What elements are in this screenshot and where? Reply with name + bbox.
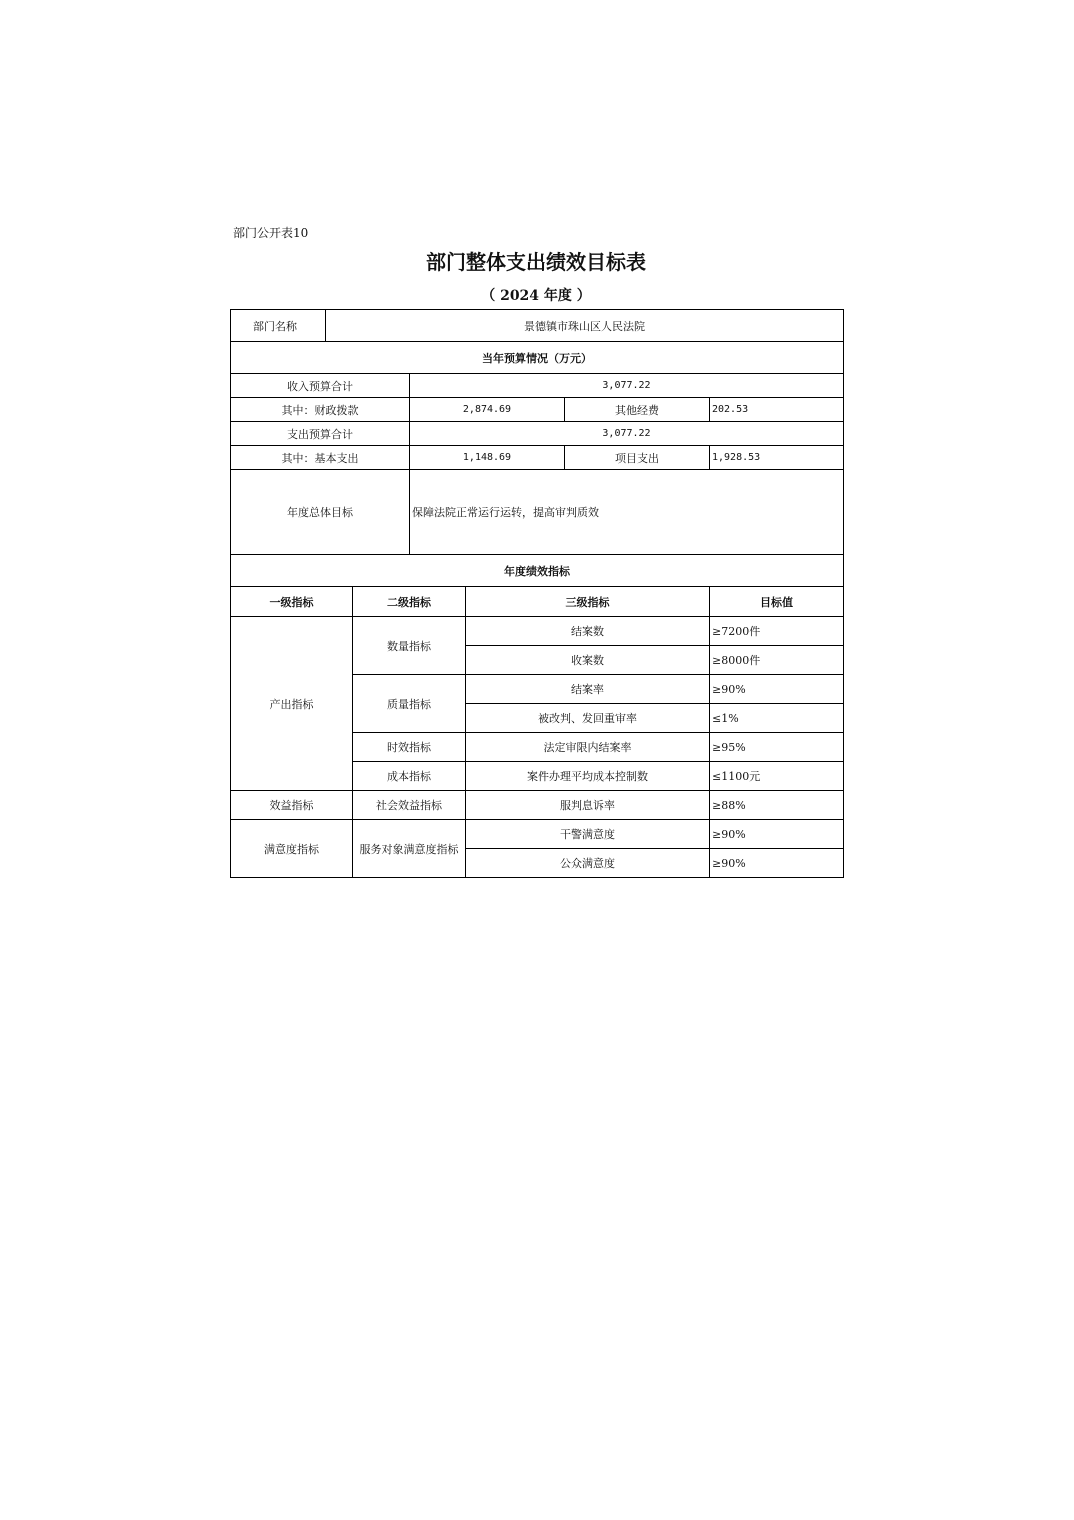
doc-year: （ 2024 年度 ）	[481, 288, 591, 304]
other-funds-label: 其他经费	[565, 398, 710, 422]
indicator-name: 结案数	[466, 617, 710, 646]
indicator-target: ≥8000件	[710, 646, 844, 675]
level2-service-satisfaction: 服务对象满意度指标	[353, 820, 466, 878]
indicator-section-row	[231, 555, 844, 587]
other-funds-value: 202.53	[710, 398, 844, 422]
indicator-row	[231, 791, 844, 820]
indicator-name: 法定审限内结案率	[466, 733, 710, 762]
indicator-name: 收案数	[466, 646, 710, 675]
header-target: 目标值	[710, 587, 844, 617]
fiscal-label: 其中：财政拨款	[231, 398, 410, 422]
dept-name-label: 部门名称	[231, 310, 326, 342]
income-total-label: 收入预算合计	[231, 374, 410, 398]
level2-quality: 质量指标	[353, 675, 466, 733]
expense-total-label: 支出预算合计	[231, 422, 410, 446]
indicator-target: ≥95%	[710, 733, 844, 762]
income-total-row	[231, 374, 844, 398]
indicator-target: ≤1100元	[710, 762, 844, 791]
indicator-target: ≥88%	[710, 791, 844, 820]
indicator-target: ≤1%	[710, 704, 844, 733]
doc-form-number: 部门公开表10	[233, 226, 309, 240]
indicator-section-title: 年度绩效指标	[231, 555, 844, 587]
performance-table	[230, 309, 844, 878]
project-value: 1,928.53	[710, 446, 844, 470]
level1-benefit: 效益指标	[231, 791, 353, 820]
header-level1: 一级指标	[231, 587, 353, 617]
indicator-row	[231, 617, 844, 646]
indicator-header-row	[231, 587, 844, 617]
indicator-name: 服判息诉率	[466, 791, 710, 820]
header-level2: 二级指标	[353, 587, 466, 617]
fiscal-row	[231, 398, 844, 422]
dept-name-value: 景德镇市珠山区人民法院	[326, 310, 844, 342]
indicator-target: ≥90%	[710, 675, 844, 704]
income-total-value: 3,077.22	[410, 374, 844, 398]
budget-section-row	[231, 342, 844, 374]
indicator-target: ≥90%	[710, 849, 844, 878]
header-level3: 三级指标	[466, 587, 710, 617]
expense-total-value: 3,077.22	[410, 422, 844, 446]
doc-title: 部门整体支出绩效目标表	[426, 250, 646, 274]
budget-section-title: 当年预算情况（万元）	[231, 342, 844, 374]
basic-value: 1,148.69	[410, 446, 565, 470]
expense-total-row	[231, 422, 844, 446]
indicator-name: 公众满意度	[466, 849, 710, 878]
project-label: 项目支出	[565, 446, 710, 470]
level1-output: 产出指标	[231, 617, 353, 791]
indicator-name: 案件办理平均成本控制数	[466, 762, 710, 791]
indicator-target: ≥7200件	[710, 617, 844, 646]
level1-satisfaction: 满意度指标	[231, 820, 353, 878]
level2-cost: 成本指标	[353, 762, 466, 791]
annual-goal-label: 年度总体目标	[231, 470, 410, 555]
level2-social-benefit: 社会效益指标	[353, 791, 466, 820]
annual-goal-row	[231, 470, 844, 555]
level2-quantity: 数量指标	[353, 617, 466, 675]
indicator-target: ≥90%	[710, 820, 844, 849]
indicator-name: 被改判、发回重审率	[466, 704, 710, 733]
basic-label: 其中：基本支出	[231, 446, 410, 470]
level2-timeliness: 时效指标	[353, 733, 466, 762]
indicator-row	[231, 820, 844, 849]
indicator-name: 结案率	[466, 675, 710, 704]
dept-row	[231, 310, 844, 342]
annual-goal-value: 保障法院正常运行运转，提高审判质效	[410, 470, 844, 555]
fiscal-value: 2,874.69	[410, 398, 565, 422]
indicator-name: 干警满意度	[466, 820, 710, 849]
basic-row	[231, 446, 844, 470]
